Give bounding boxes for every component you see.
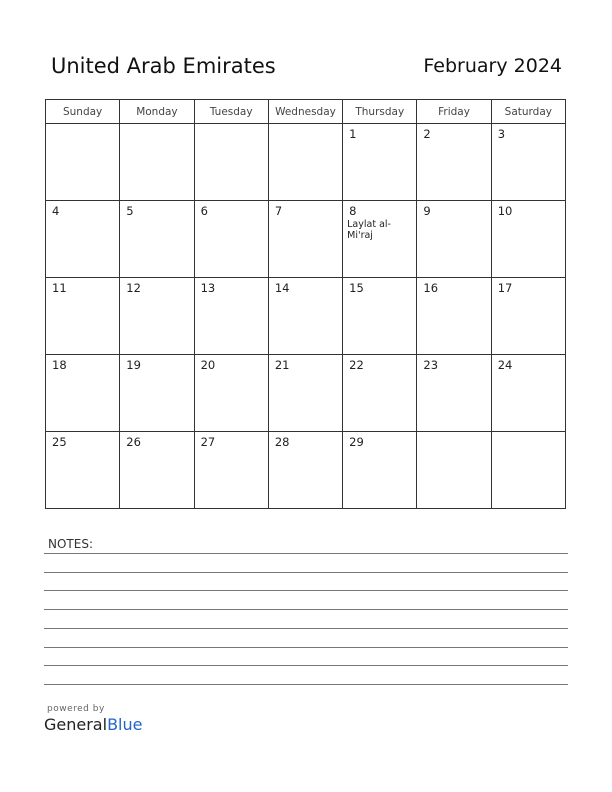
day-number: 18	[52, 358, 67, 372]
day-cell	[120, 124, 194, 201]
notes-line	[44, 572, 568, 573]
day-cell	[343, 124, 417, 201]
calendar-grid	[45, 99, 566, 509]
weekday-header: Sunday	[46, 100, 120, 124]
day-number: 2	[423, 127, 431, 141]
notes-line	[44, 628, 568, 629]
day-cell	[194, 355, 268, 432]
day-number: 12	[126, 281, 141, 295]
day-number: 1	[349, 127, 357, 141]
day-number	[269, 124, 342, 127]
week-row	[46, 355, 566, 432]
notes-line	[44, 590, 568, 591]
week-row	[46, 201, 566, 278]
holiday-event: Laylat al-Mi'raj	[347, 219, 391, 241]
brand-name-general: General	[44, 715, 108, 734]
notes-line	[44, 553, 568, 554]
day-number: 25	[52, 435, 67, 449]
day-number: 9	[423, 204, 431, 218]
day-cell	[268, 432, 342, 509]
day-cell	[46, 278, 120, 355]
day-cell	[46, 432, 120, 509]
weekday-header: Tuesday	[194, 100, 268, 124]
day-cell	[417, 278, 491, 355]
day-number: 21	[274, 358, 290, 372]
day-cell	[194, 124, 268, 201]
day-cell	[46, 355, 120, 432]
day-number: 10	[497, 204, 513, 218]
day-number	[417, 432, 490, 435]
day-cell	[268, 124, 342, 201]
day-cell	[120, 432, 194, 509]
day-cell	[417, 432, 491, 509]
brand-name-blue: Blue	[107, 715, 143, 734]
week-row	[46, 432, 566, 509]
day-number: 19	[126, 358, 141, 372]
day-cell	[491, 432, 565, 509]
day-cell	[194, 432, 268, 509]
day-number: 5	[126, 204, 134, 218]
day-cell	[343, 355, 417, 432]
brand-name	[44, 715, 142, 734]
day-number: 3	[497, 127, 506, 141]
day-cell	[417, 355, 491, 432]
day-number: 11	[52, 281, 67, 295]
day-cell	[417, 124, 491, 201]
day-cell	[120, 201, 194, 278]
powered-by-text: powered by	[47, 704, 105, 714]
day-number: 20	[200, 358, 216, 372]
day-number	[492, 432, 565, 435]
notes-line	[44, 684, 568, 685]
notes-label: NOTES:	[48, 537, 93, 551]
day-number: 13	[200, 281, 216, 295]
day-cell	[194, 278, 268, 355]
day-number: 4	[52, 204, 60, 218]
day-cell	[46, 124, 120, 201]
day-number: 8	[349, 204, 357, 218]
weekday-header-row	[46, 100, 566, 124]
day-cell	[194, 201, 268, 278]
weekday-header: Monday	[120, 100, 194, 124]
day-number: 7	[274, 204, 283, 218]
generalblue-logo	[44, 704, 142, 734]
weekday-header: Thursday	[343, 100, 417, 124]
day-number	[195, 124, 268, 127]
day-cell	[417, 201, 491, 278]
weekday-header: Wednesday	[268, 100, 342, 124]
week-row	[46, 278, 566, 355]
day-number: 29	[349, 435, 364, 449]
day-cell	[343, 201, 417, 278]
day-cell	[491, 355, 565, 432]
calendar-country-title: United Arab Emirates	[51, 54, 276, 78]
day-number: 24	[497, 358, 513, 372]
day-cell	[268, 355, 342, 432]
day-cell	[491, 278, 565, 355]
day-cell	[268, 278, 342, 355]
weekday-header: Friday	[417, 100, 491, 124]
day-cell	[491, 201, 565, 278]
notes-line	[44, 609, 568, 610]
day-number: 26	[126, 435, 141, 449]
day-number: 15	[349, 281, 364, 295]
day-number	[120, 124, 193, 127]
weekday-header: Saturday	[491, 100, 565, 124]
day-cell	[268, 201, 342, 278]
week-row	[46, 124, 566, 201]
day-number: 17	[497, 281, 513, 295]
day-number: 16	[423, 281, 439, 295]
day-number: 28	[274, 435, 290, 449]
day-number: 6	[200, 204, 208, 218]
day-number: 27	[200, 435, 216, 449]
day-cell	[120, 355, 194, 432]
notes-line	[44, 647, 568, 648]
day-cell	[491, 124, 565, 201]
day-cell	[343, 278, 417, 355]
day-cell	[46, 201, 120, 278]
day-number	[46, 124, 119, 127]
day-number: 14	[274, 281, 290, 295]
day-number: 23	[423, 358, 439, 372]
day-cell	[120, 278, 194, 355]
calendar-month-title: February 2024	[423, 55, 562, 77]
day-cell	[343, 432, 417, 509]
notes-line	[44, 665, 568, 666]
day-number: 22	[349, 358, 364, 372]
